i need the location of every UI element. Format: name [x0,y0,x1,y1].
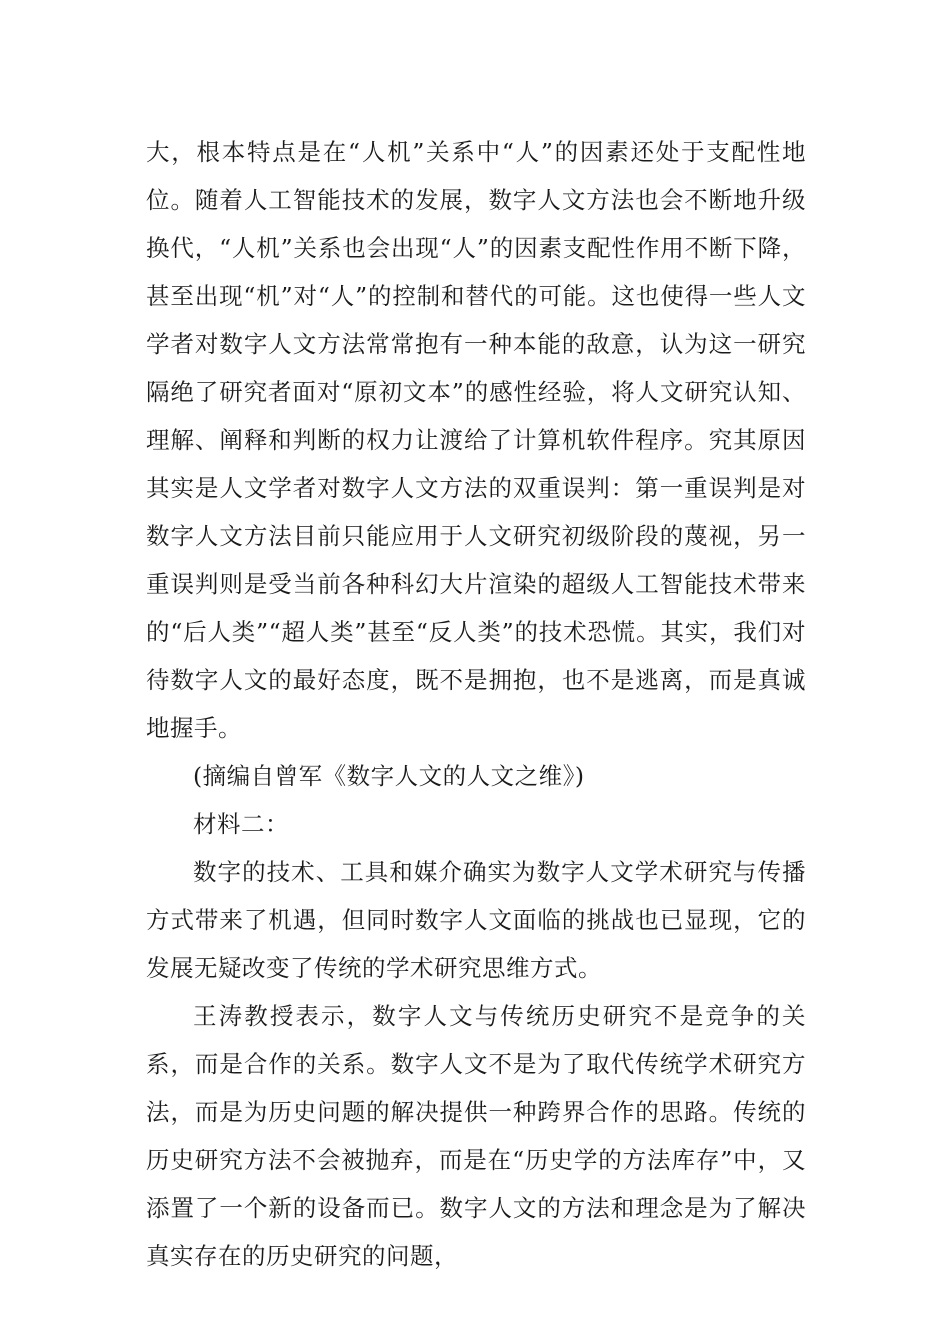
paragraph-1: 数字的技术、工具和媒介确实为数字人文学术研究与传播方式带来了机遇，但同时数字人文面临的挑战也已显现，它的发展无疑改变了传统的学术研究思维方式。 [146,858,806,982]
document-body [146,128,806,1280]
source-citation: (摘编自曾军《数字人文的人文之维》) [193,762,585,790]
section-heading: 材料二： [193,810,289,838]
paragraph-2: 王涛教授表示，数字人文与传统历史研究不是竞争的关系，而是合作的关系。数字人文不是为了取代传统学术研究方法，而是为历史问题的解决提供一种跨界合作的思路。传统的历史研究方法不会被抛弃，而是在“历史学的方法库存”中，又添置了一个新的设备而已。数字人文的方法和理念是为了解决真实存在的历史研究的问题， [146,1002,806,1270]
paragraph-continued: 大，根本特点是在“人机”关系中“人”的因素还处于支配性地位。随着人工智能技术的发展，数字人文方法也会不断地升级换代，“人机”关系也会出现“人”的因素支配性作用不断下降，甚至出现“机”对“人”的控制和替代的可能。这也使得一些人文学者对数字人文方法常常抱有一种本能的敌意，认为这一研究隔绝了研究者面对“原初文本”的感性经验，将人文研究认知、理解、阐释和判断的权力让渡给了计算机软件程序。究其原因其实是人文学者对数字人文方法的双重误判：第一重误判是对数字人文方法目前只能应用于人文研究初级阶段的蔑视，另一重误判则是受当前各种科幻大片渲染的超级人工智能技术带来的“后人类”“超人类”甚至“反人类”的技术恐慌。其实，我们对待数字人文的最好态度，既不是拥抱，也不是逃离，而是真诚地握手。 [146,138,806,742]
